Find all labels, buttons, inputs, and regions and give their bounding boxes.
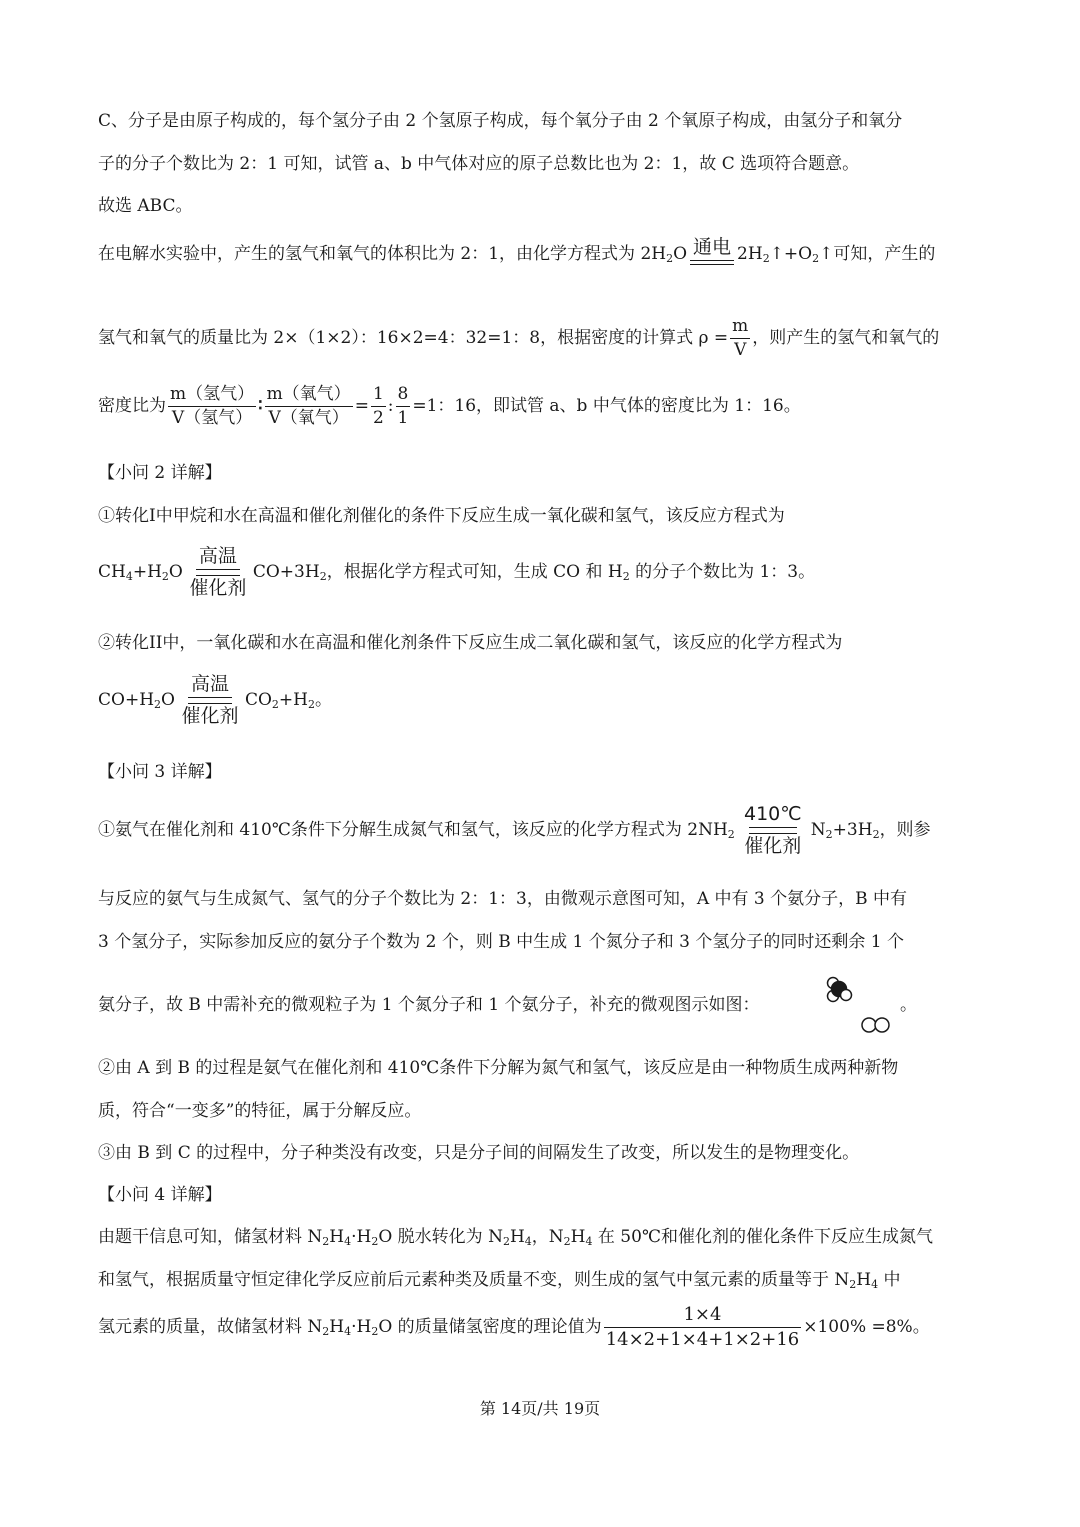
reaction-condition: 高温 催化剂 — [181, 673, 239, 727]
mass-fraction: $\frac{1\times 4}{14\times 2+1\times 4+1\times 2+16}$ — [605, 1304, 800, 1350]
text-line-density-ratio: 密度比为 $\frac{\text{m（氢气）}}{\text{V（氢气）}}$ ∶ $\frac{\text{m（氧气）}}{\text{V（氧气）}}$ = $\frac{1}{2}$ : $\frac{8}{1}$ =1：16，即试管 a、b 中气体的密度比为 1：16。 — [98, 384, 801, 428]
section-heading-q3: 【小问 3 详解】 — [98, 762, 222, 782]
page-number: 第 14页/共 19页 — [479, 1399, 601, 1418]
section-heading-q4: 【小问 4 详解】 — [98, 1185, 222, 1205]
equation-ammonia: ①氨气在催化剂和 410℃条件下分解生成氮气和氢气，该反应的化学方程式为 $2NH_2$ 410℃ 催化剂 $N_2+3H_2$，则参 — [98, 803, 931, 857]
equation-methane: $CH_4+H_2O$ 高温 催化剂 $CO+3H_2$，根据化学方程式可知，生成 CO 和 $H_2$ 的分子个数比为 1：3。 — [98, 545, 816, 599]
text-line: ②转化II中，一氧化碳和水在高温和催化剂条件下反应生成二氧化碳和氢气，该反应的化学方程式为 — [98, 633, 843, 653]
text-period: 。 — [900, 995, 917, 1015]
text-line-micro-diagram: 氨分子，故 B 中需补充的微观粒子为 1 个氮分子和 1 个氨分子，补充的微观图示如图： — [98, 995, 760, 1015]
text-line-mass-fraction: 氢元素的质量，故储氢材料 $N_2H_4\cdot H_2O$ 的质量储氢密度的理论值为 $\frac{1\times 4}{14\times 2+1\times 4+1\times 2+16}$ ×100% =8%。 — [98, 1304, 930, 1350]
nitrogen-molecule-icon — [862, 1018, 889, 1032]
molecule-diagram — [822, 972, 902, 1034]
eight-fraction: $\frac{8}{1}$ — [397, 384, 409, 428]
text-line: 与反应的氨气与生成氮气、氢气的分子个数比为 2：1：3，由微观示意图可知，A 中有 3 个氨分子，B 中有 — [98, 889, 908, 909]
text-line-density: 氢气和氧气的质量比为 2×（1×2）：16×2=4：32=1：8，根据密度的计算式 ρ = $\frac{m}{V}$ ，则产生的氢气和氧气的 — [98, 316, 940, 360]
text-line: 质，符合“一变多”的特征，属于分解反应。 — [98, 1101, 422, 1121]
oxygen-density-fraction: $\frac{\text{m（氧气）}}{\text{V（氧气）}}$ — [266, 384, 351, 428]
text-line-electrolysis: 在电解水实验中，产生的氢气和氧气的体积比为 2：1，由化学方程式为 $2H_2O$ 通电 $2H_2↑+O_2↑$可知，产生的 — [98, 236, 936, 265]
text-line: 3 个氢分子，实际参加反应的氨分子个数为 2 个，则 B 中生成 1 个氮分子和 3 个氢分子的同时还剩余 1 个 — [98, 932, 905, 952]
text-line: ②由 A 到 B 的过程是氨气在催化剂和 410℃条件下分解为氮气和氢气，该反应是由一种物质生成两种新物 — [98, 1058, 899, 1078]
text-line: ①转化I中甲烷和水在高温和催化剂催化的条件下反应生成一氧化碳和氢气，该反应方程式为 — [98, 506, 785, 526]
text-line: ③由 B 到 C 的过程中，分子种类没有改变，只是分子间的间隔发生了改变，所以发生的是物理变化。 — [98, 1143, 860, 1163]
equation-co-shift: $CO+H_2O$ 高温 催化剂 $CO_2+H_2$。 — [98, 673, 332, 727]
reaction-condition: 通电 — [690, 238, 734, 265]
half-fraction: $\frac{1}{2}$ — [372, 384, 384, 428]
text-line: C、分子是由原子构成的，每个氢分子由 2 个氢原子构成，每个氧分子由 2 个氧原子构成，由氢分子和氧分 — [98, 111, 903, 131]
hydrogen-density-fraction: $\frac{\text{m（氢气）}}{\text{V（氢气）}}$ — [170, 384, 255, 428]
text-line: 子的分子个数比为 2：1 可知，试管 a、b 中气体对应的原子总数比也为 2：1，故 C 选项符合题意。 — [98, 154, 860, 174]
text-line: 和氢气，根据质量守恒定律化学反应前后元素种类及质量不变，则生成的氢气中氢元素的质量等于 $N_2H_4$ 中 — [98, 1270, 901, 1291]
reaction-condition: 410℃ 催化剂 — [743, 803, 802, 857]
text-line: 由题干信息可知，储氢材料 $N_2H_4\cdot H_2O$ 脱水转化为 $N_2H_4$，$N_2H_4$ 在 50℃和催化剂的催化条件下反应生成氮气 — [98, 1227, 933, 1248]
density-fraction: $\frac{m}{V}$ — [732, 316, 749, 360]
section-heading-q2: 【小问 2 详解】 — [98, 463, 222, 483]
text-line: 故选 ABC。 — [98, 196, 193, 216]
reaction-condition: 高温 催化剂 — [189, 545, 247, 599]
ammonia-molecule-icon — [828, 978, 852, 1002]
